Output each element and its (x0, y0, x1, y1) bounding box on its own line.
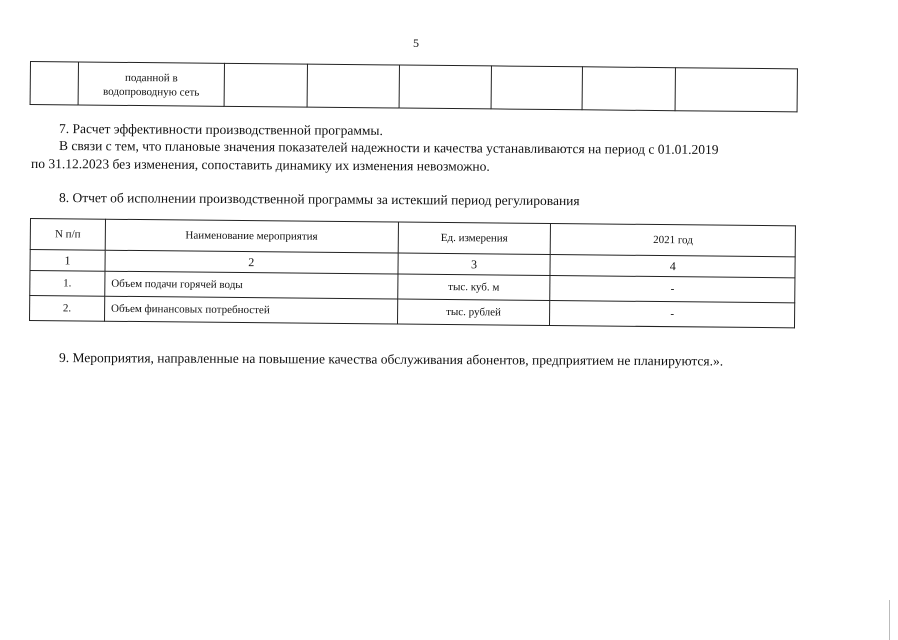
row-num-cell: 1. (30, 271, 105, 297)
row-unit-cell: тыс. рублей (397, 299, 550, 325)
cell-text-line: поданной в (124, 71, 178, 85)
row-name-cell: Объем финансовых потребностей (104, 296, 397, 324)
table-cell (30, 62, 78, 105)
table-cell (491, 66, 583, 110)
section-7-line-1: В связи с тем, что плановые значения показателей надежности и качества устанавливаются на период с 01.01.2019 (58, 138, 719, 158)
section-9-text: 9. Мероприятия, направленные на повышение качества обслуживания абонентов, предприятием не планируются.». (58, 350, 724, 369)
continuation-table (30, 61, 798, 112)
row-num-cell: 2. (30, 296, 105, 322)
table-cell (582, 67, 675, 111)
report-table (29, 218, 796, 328)
header-cell-name: Наименование мероприятия (105, 219, 398, 253)
table-cell (307, 64, 400, 108)
table-cell (675, 68, 798, 112)
cell-text-line: водопроводную сеть (103, 85, 200, 99)
row-unit-cell: тыс. куб. м (397, 274, 550, 300)
number-cell: 3 (397, 253, 550, 275)
header-cell-num: N п/п (30, 219, 105, 251)
section-7-line-2: по 31.12.2023 без изменения, сопоставить динамику их изменения невозможно. (30, 156, 490, 174)
page-number: 5 (413, 36, 419, 50)
section-7-heading: 7. Расчет эффективности производственной программы. (58, 121, 383, 138)
number-cell: 1 (30, 250, 105, 272)
number-cell: 4 (550, 254, 795, 277)
row-value-cell: - (550, 275, 795, 302)
table-row (30, 62, 797, 112)
table-cell (224, 63, 307, 107)
row-name-cell: Объем подачи горячей воды (105, 271, 398, 299)
scan-edge-line (889, 600, 890, 640)
header-cell-unit: Ед. измерения (398, 222, 551, 254)
number-cell: 2 (105, 250, 398, 274)
header-cell-year: 2021 год (551, 223, 796, 256)
table-cell (78, 62, 225, 106)
table-cell (399, 65, 491, 109)
section-8-heading: 8. Отчет об исполнении производственной программы за истекший период регулирования (58, 190, 580, 209)
row-value-cell: - (550, 300, 795, 327)
